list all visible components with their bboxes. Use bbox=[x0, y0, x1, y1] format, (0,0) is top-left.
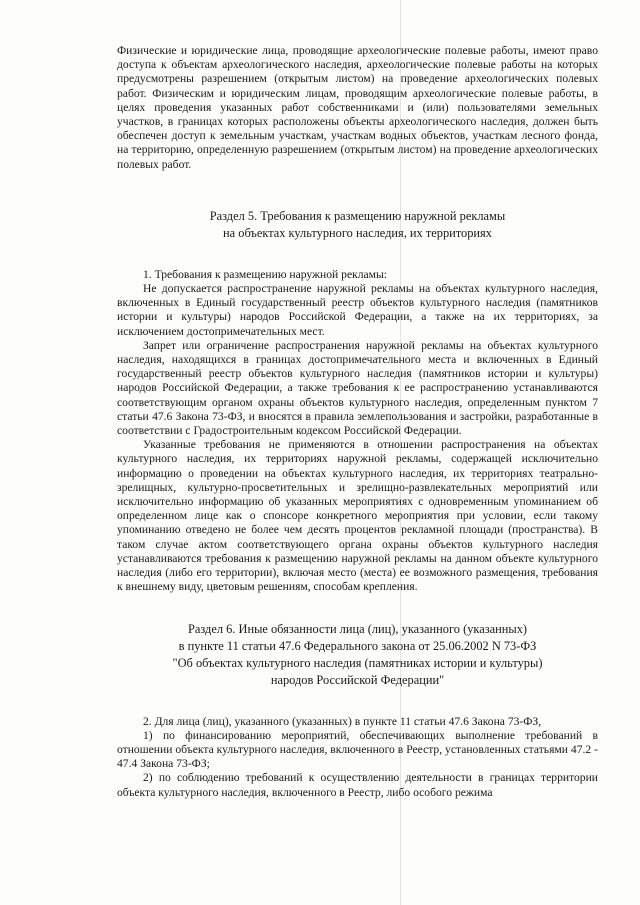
section5-item1: 1. Требования к размещению наружной рекламы: bbox=[143, 267, 388, 281]
section6-title-line3: "Об объектах культурного наследия (памятниках истории и культуры) bbox=[172, 655, 543, 670]
section5-paragraph2: Запрет или ограничение распространения наружной рекламы на объектах культурного наследия, находящихся в границах достопримечательного места и включенных в Единый государственный реестр объектов культурного наследия (памятников истории и культуры) народов Российской Федерации, а также требования к ее распространению устанавливаются соответствующим органом охраны объектов культурного наследия, определенным пунктом 7 статьи 47.6 Закона 73-ФЗ, и вносятся в правила землепользования и застройки, разработанные в соответствии с Градостроительным кодексом Российской Федерации. bbox=[117, 338, 598, 438]
section5-paragraph3: Указанные требования не применяются в отношении распространения на объектах культурного наследия, их территориях наружной рекламы, содержащей исключительно информацию о проведении на объектах культурного наследия, их территориях театрально-зрелищных, культурно-просветительных и зрелищно-развлекательных мероприятий или исключительно информацию об указанных мероприятиях с одновременным упоминанием об определенном лице как о спонсоре конкретного мероприятия при условии, если такому упоминанию отведено не более чем десять процентов рекламной площади (пространства). В таком случае актом соответствующего органа охраны объектов культурного наследия устанавливаются требования к размещению наружной рекламы на данном объекте культурного наследия (либо его территории), включая место (места) ее возможного размещения, требования к внешнему виду, цветовым решениям, способам крепления. bbox=[117, 438, 598, 594]
spacer bbox=[117, 242, 598, 268]
section6-title-line1: Раздел 6. Иные обязанности лица (лиц), указанного (указанных) bbox=[187, 621, 528, 636]
section6-title-line2: в пункте 11 статьи 47.6 Федерального закона от 25.06.2002 N 73-ФЗ bbox=[178, 638, 537, 653]
section6-subitem1: 1) по финансированию мероприятий, обеспечивающих выполнение требований в отношении объекта культурного наследия, включенного в Реестр, установленных статьями 47.2 - 47.4 Закона 73-ФЗ; bbox=[117, 728, 598, 771]
document-body bbox=[117, 44, 598, 800]
section5-paragraph1: Не допускается распространение наружной рекламы на объектах культурного наследия, включенных в Единый государственный реестр объектов культурного наследия (памятников истории и культуры) народов Российской Федерации, а также на их территориях, за исключением достопримечательных мест. bbox=[117, 282, 598, 338]
spacer bbox=[117, 595, 598, 621]
spacer bbox=[117, 689, 598, 715]
section6-subitem2: 2) по соблюдению требований к осуществлению деятельности в границах территории объекта культурного наследия, включенного в Реестр, либо особого режима bbox=[117, 771, 598, 799]
section5-title-line1: Раздел 5. Требования к размещению наружной рекламы bbox=[209, 208, 506, 223]
spacer bbox=[117, 172, 598, 208]
section5-title-line2: на объектах культурного наследия, их территориях bbox=[223, 225, 492, 240]
section6-item2: 2. Для лица (лиц), указанного (указанных) в пункте 11 статьи 47.6 Закона 73-ФЗ, bbox=[143, 714, 542, 728]
intro-paragraph: Физические и юридические лица, проводящие археологические полевые работы, имеют право доступа к объектам археологического наследия, археологические полевые работы на которых предусмотрены разрешением (открытым листом) на проведение археологических полевых работ. Физическим и юридическим лицам, проводящим археологические полевые работы, в целях проведения указанных работ собственниками и (или) пользователями земельных участков, в границах которых расположены объекты археологического наследия, должен быть обеспечен доступ к земельным участкам, участкам водных объектов, участкам лесного фонда, на территорию, определенную разрешением (открытым листом) на проведение археологических полевых работ. bbox=[117, 44, 598, 171]
section6-title-line4: народов Российской Федерации" bbox=[270, 672, 445, 687]
